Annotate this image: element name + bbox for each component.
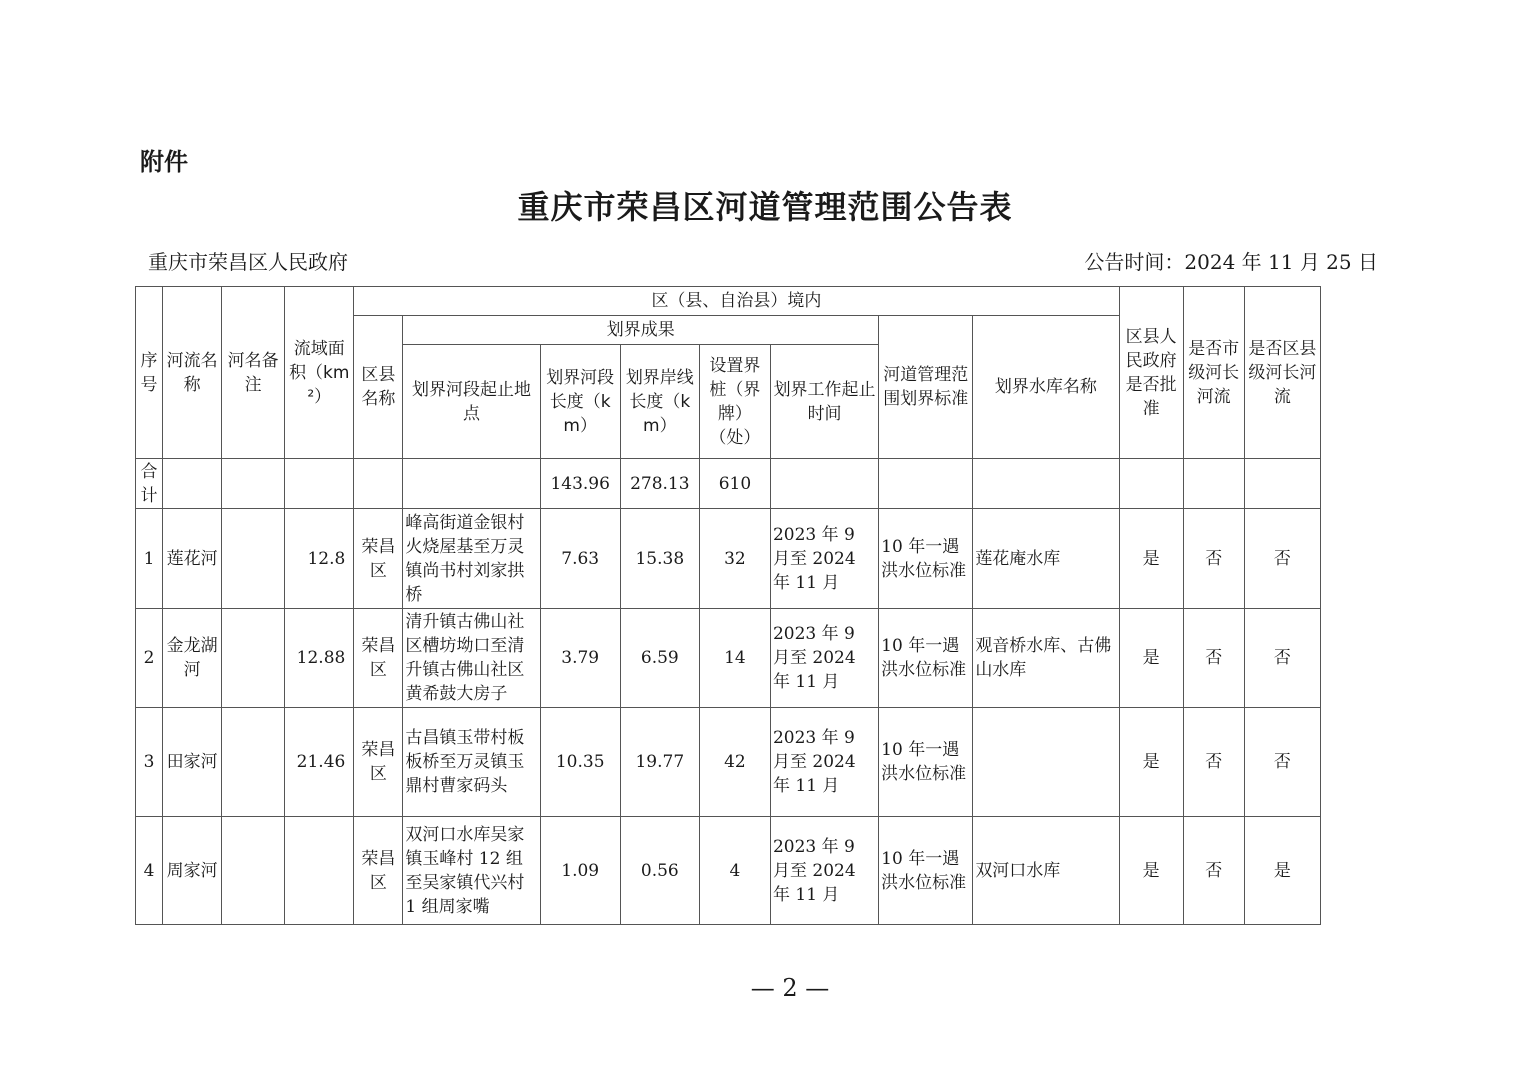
- attachment-label: 附件: [140, 148, 188, 176]
- row-period: 2023 年 9 月至 2024 年 11 月: [770, 708, 878, 817]
- row-bank-length: 19.77: [620, 708, 699, 817]
- row-river: 莲花河: [163, 509, 222, 609]
- table-row: [136, 708, 1321, 817]
- table-row: [136, 817, 1321, 925]
- table-row: [136, 509, 1321, 609]
- header-bank-length: 划界岸线长度（km）: [620, 345, 699, 459]
- row-piles: 42: [699, 708, 770, 817]
- row-period: 2023 年 9 月至 2024 年 11 月: [770, 817, 878, 925]
- row-bank-length: 15.38: [620, 509, 699, 609]
- row-standard: 10 年一遇洪水位标准: [879, 509, 973, 609]
- row-seq: 2: [136, 609, 163, 708]
- row-area: 12.88: [285, 609, 354, 708]
- row-seq: 4: [136, 817, 163, 925]
- river-boundary-table: [135, 286, 1321, 925]
- issuer: 重庆市荣昌区人民政府: [148, 250, 348, 274]
- row-section: 双河口水库吴家镇玉峰村 12 组至吴家镇代兴村 1 组周家嘴: [403, 817, 540, 925]
- header-reservoir: 划界水库名称: [973, 316, 1119, 459]
- row-standard: 10 年一遇洪水位标准: [879, 708, 973, 817]
- row-area: [285, 817, 354, 925]
- row-district: 荣昌区: [354, 609, 403, 708]
- row-section: 峰高街道金银村火烧屋基至万灵镇尚书村刘家拱桥: [403, 509, 540, 609]
- row-piles: 4: [699, 817, 770, 925]
- row-river: 金龙湖河: [163, 609, 222, 708]
- row-note: [222, 609, 285, 708]
- page-title: 重庆市荣昌区河道管理范围公告表: [517, 188, 1013, 226]
- row-section: 古昌镇玉带村板板桥至万灵镇玉鼎村曹家码头: [403, 708, 540, 817]
- row-district: 荣昌区: [354, 509, 403, 609]
- page-number: — 2 —: [750, 974, 830, 1002]
- row-county-chief: 否: [1244, 609, 1320, 708]
- row-approved: 是: [1119, 609, 1183, 708]
- row-note: [222, 708, 285, 817]
- header-river-name: 河流名称: [163, 287, 222, 459]
- row-county-chief: 否: [1244, 708, 1320, 817]
- row-bank-length: 0.56: [620, 817, 699, 925]
- row-seq: 3: [136, 708, 163, 817]
- row-standard: 10 年一遇洪水位标准: [879, 609, 973, 708]
- row-note: [222, 817, 285, 925]
- row-area: 12.8: [285, 509, 354, 609]
- header-within-district: 区（县、自治县）境内: [354, 287, 1119, 316]
- row-approved: 是: [1119, 509, 1183, 609]
- header-period: 划界工作起止时间: [770, 345, 878, 459]
- header-segment-length: 划界河段长度（km）: [540, 345, 620, 459]
- row-period: 2023 年 9 月至 2024 年 11 月: [770, 509, 878, 609]
- row-segment-length: 10.35: [540, 708, 620, 817]
- row-city-chief: 否: [1183, 817, 1244, 925]
- row-period: 2023 年 9 月至 2024 年 11 月: [770, 609, 878, 708]
- total-segment-length: 143.96: [540, 459, 620, 509]
- row-county-chief: 否: [1244, 509, 1320, 609]
- total-label: 合计: [136, 459, 163, 509]
- header-demarcation-result: 划界成果: [403, 316, 879, 345]
- header-approved: 区县人民政府是否批准: [1119, 287, 1183, 459]
- row-piles: 32: [699, 509, 770, 609]
- row-river: 田家河: [163, 708, 222, 817]
- header-section: 划界河段起止地点: [403, 345, 540, 459]
- row-section: 清升镇古佛山社区槽坊坳口至清升镇古佛山社区黄希鼓大房子: [403, 609, 540, 708]
- row-city-chief: 否: [1183, 708, 1244, 817]
- row-district: 荣昌区: [354, 817, 403, 925]
- row-district: 荣昌区: [354, 708, 403, 817]
- row-river: 周家河: [163, 817, 222, 925]
- row-city-chief: 否: [1183, 609, 1244, 708]
- row-standard: 10 年一遇洪水位标准: [879, 817, 973, 925]
- total-piles: 610: [699, 459, 770, 509]
- row-piles: 14: [699, 609, 770, 708]
- header-city-chief: 是否市级河长河流: [1183, 287, 1244, 459]
- row-approved: 是: [1119, 708, 1183, 817]
- total-bank-length: 278.13: [620, 459, 699, 509]
- header-seq: 序号: [136, 287, 163, 459]
- row-segment-length: 7.63: [540, 509, 620, 609]
- row-seq: 1: [136, 509, 163, 609]
- announcement-date: 公告时间：2024 年 11 月 25 日: [1084, 250, 1378, 274]
- row-reservoir: 莲花庵水库: [973, 509, 1119, 609]
- row-segment-length: 3.79: [540, 609, 620, 708]
- table-row: [136, 609, 1321, 708]
- header-standard: 河道管理范围划界标准: [879, 316, 973, 459]
- row-reservoir: 双河口水库: [973, 817, 1119, 925]
- row-city-chief: 否: [1183, 509, 1244, 609]
- total-row: [136, 459, 1321, 509]
- header-basin-area: 流域面积（km²）: [285, 287, 354, 459]
- row-note: [222, 509, 285, 609]
- row-approved: 是: [1119, 817, 1183, 925]
- row-segment-length: 1.09: [540, 817, 620, 925]
- row-bank-length: 6.59: [620, 609, 699, 708]
- header-district-name: 区县名称: [354, 316, 403, 459]
- row-county-chief: 是: [1244, 817, 1320, 925]
- row-reservoir: [973, 708, 1119, 817]
- row-area: 21.46: [285, 708, 354, 817]
- row-reservoir: 观音桥水库、古佛山水库: [973, 609, 1119, 708]
- header-county-chief: 是否区县级河长河流: [1244, 287, 1320, 459]
- header-river-note: 河名备注: [222, 287, 285, 459]
- header-piles: 设置界桩（界牌）（处）: [699, 345, 770, 459]
